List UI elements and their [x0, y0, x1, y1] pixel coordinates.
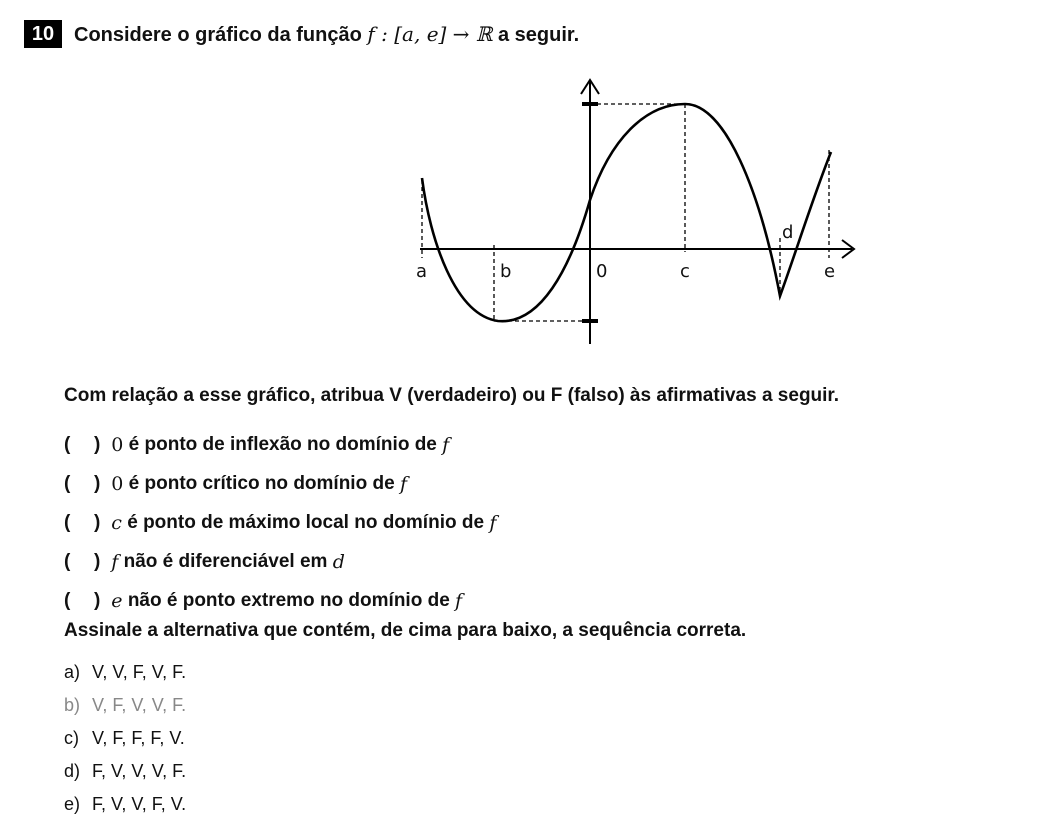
answer-blank-close: ) [94, 550, 101, 572]
answer-prompt: Assinale a alternativa que contém, de cima para baixo, a sequência correta. [64, 620, 747, 641]
statement-item [64, 425, 496, 464]
option-text: F, V, V, F, V. [92, 794, 187, 814]
statement-symbol: f [111, 550, 119, 573]
option-b[interactable] [64, 689, 186, 722]
statement-symbol: 0 [111, 433, 124, 456]
label-d: d [782, 222, 794, 243]
option-a[interactable] [64, 656, 186, 689]
answer-blank-open[interactable]: ( [64, 589, 71, 611]
statement-item [64, 503, 496, 542]
statement-text: é ponto de inflexão no domínio de [128, 433, 437, 455]
option-letter: e) [64, 794, 81, 814]
question-title-text: Considere o gráfico da função [74, 23, 362, 46]
label-a: a [416, 261, 428, 282]
statement-symbol-2: f [399, 472, 407, 495]
statement-text: não é diferenciável em [123, 550, 328, 572]
option-text: V, F, F, F, V. [92, 728, 185, 748]
statement-symbol-2: f [489, 511, 497, 534]
option-letter: d) [64, 761, 81, 781]
answer-blank-close: ) [94, 433, 101, 455]
answer-options [64, 656, 186, 821]
question-number: 10 [24, 20, 62, 48]
answer-blank-open[interactable]: ( [64, 511, 71, 533]
statement-item [64, 464, 496, 503]
function-curve [422, 104, 831, 321]
answer-blank-close: ) [94, 589, 101, 611]
question-title-suffix: a seguir. [497, 23, 580, 46]
label-e: e [824, 261, 836, 282]
function-graph [380, 70, 870, 355]
statement-list [64, 425, 496, 620]
function-signature: f : [a, e] → ℝ [367, 21, 493, 46]
label-b: b [500, 261, 512, 282]
statement-text: não é ponto extremo no domínio de [127, 589, 450, 611]
statement-symbol-2: d [332, 550, 345, 573]
option-c[interactable] [64, 722, 186, 755]
statement-symbol-2: f [455, 589, 463, 612]
answer-blank-close: ) [94, 511, 101, 533]
option-e[interactable] [64, 788, 186, 821]
answer-blank-open[interactable]: ( [64, 433, 71, 455]
answer-blank-close: ) [94, 472, 101, 494]
question-header [24, 20, 579, 48]
option-text: V, F, V, V, F. [92, 695, 187, 715]
label-zero: 0 [596, 261, 608, 282]
option-letter: c) [64, 728, 79, 748]
option-text: V, V, F, V, F. [92, 662, 187, 682]
answer-blank-open[interactable]: ( [64, 472, 71, 494]
option-letter: a) [64, 662, 81, 682]
statement-text: é ponto crítico no domínio de [128, 472, 395, 494]
statement-symbol: e [111, 589, 123, 612]
instruction-text: Com relação a esse gráfico, atribua V (verdadeiro) ou F (falso) às afirmativas a seguir. [64, 385, 840, 406]
statement-symbol-2: f [442, 433, 450, 456]
statement-item [64, 542, 496, 581]
question-title [74, 22, 579, 47]
option-text: F, V, V, V, F. [92, 761, 187, 781]
statement-symbol: c [111, 511, 122, 534]
option-d[interactable] [64, 755, 186, 788]
statement-item [64, 581, 496, 620]
label-c: c [680, 261, 690, 282]
answer-blank-open[interactable]: ( [64, 550, 71, 572]
statement-symbol: 0 [111, 472, 124, 495]
option-letter: b) [64, 695, 81, 715]
statement-text: é ponto de máximo local no domínio de [127, 511, 485, 533]
